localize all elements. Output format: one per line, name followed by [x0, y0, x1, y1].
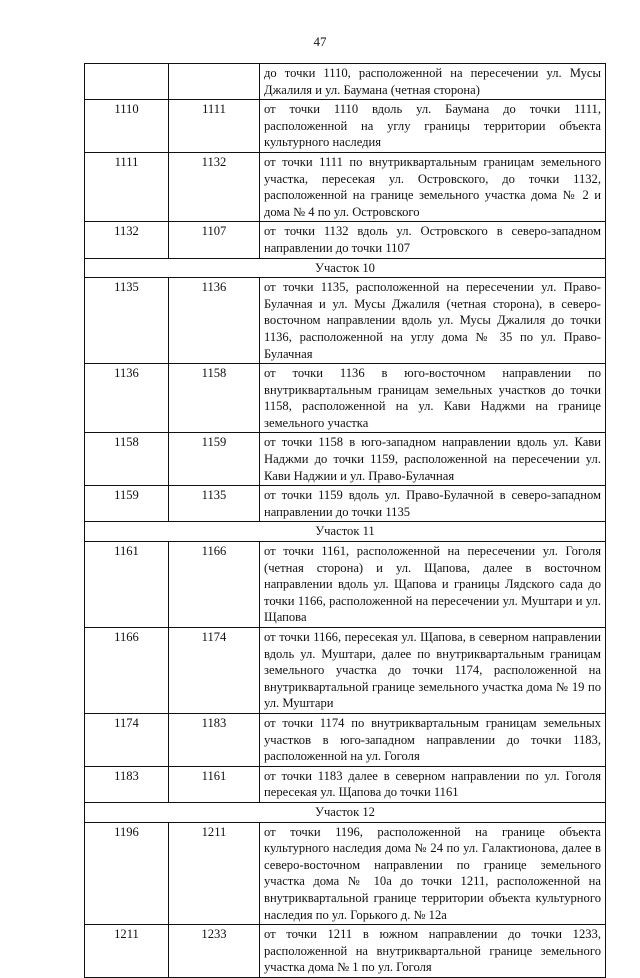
point-to-cell: 1132 [169, 152, 260, 221]
table-row [85, 486, 606, 522]
description-cell: от точки 1159 вдоль ул. Право-Булачной в северо-западном направлении до точки 1135 [260, 486, 606, 522]
table-row [85, 364, 606, 433]
description-cell: от точки 1111 по внутриквартальным границам земельного участка, пересекая ул. Островского, до точки 1132, расположенной на границе земельного участка дома № 2 и дома № 4 по ул. Островского [260, 152, 606, 221]
section-header-row [85, 522, 606, 542]
table-row [85, 222, 606, 258]
description-cell: от точки 1158 в юго-западном направлении вдоль ул. Кави Наджми до точки 1159, расположенной на пересечении ул. Кави Наджии и ул. Право-Булачная [260, 433, 606, 486]
page-number: 47 [313, 34, 327, 49]
point-to-cell: 1161 [169, 766, 260, 802]
section-title: Участок 11 [85, 522, 606, 542]
description-cell: от точки 1183 далее в северном направлении по ул. Гоголя пересекая ул. Щапова до точки 1161 [260, 766, 606, 802]
description-cell: от точки 1166, пересекая ул. Щапова, в северном направлении вдоль ул. Муштари, далее по внутриквартальным границам земельного участка до точки 1174, расположенной на внутриквартальной границе земельного участка дома № 19 по ул. Муштари [260, 628, 606, 714]
point-from-cell [85, 64, 169, 100]
point-to-cell: 1233 [169, 925, 260, 978]
point-from-cell: 1196 [85, 822, 169, 925]
point-to-cell: 1135 [169, 486, 260, 522]
description-cell: от точки 1211 в южном направлении до точки 1233, расположенной на внутриквартальной границе земельного участка дома № 1 по ул. Гоголя [260, 925, 606, 978]
description-cell: от точки 1174 по внутриквартальным границам земельных участков в юго-западном направлении до точки 1183, расположенной на ул. Гоголя [260, 713, 606, 766]
point-from-cell: 1183 [85, 766, 169, 802]
point-from-cell: 1111 [85, 152, 169, 221]
point-from-cell: 1166 [85, 628, 169, 714]
table-row [85, 64, 606, 100]
point-from-cell: 1110 [85, 100, 169, 153]
point-to-cell: 1183 [169, 713, 260, 766]
point-from-cell: 1211 [85, 925, 169, 978]
section-title: Участок 12 [85, 802, 606, 822]
point-to-cell: 1111 [169, 100, 260, 153]
table-row [85, 542, 606, 628]
description-cell: от точки 1135, расположенной на пересечении ул. Право-Булачная и ул. Мусы Джалиля (четная сторона), в северо-восточном направлении вдоль ул. Мусы Джалиля до точки 1136, расположенной на углу дома № 35 по ул. Право-Булачная [260, 278, 606, 364]
section-header-row [85, 258, 606, 278]
point-to-cell: 1158 [169, 364, 260, 433]
point-to-cell: 1107 [169, 222, 260, 258]
point-from-cell: 1135 [85, 278, 169, 364]
table-row [85, 628, 606, 714]
table-row [85, 822, 606, 925]
point-from-cell: 1158 [85, 433, 169, 486]
section-title: Участок 10 [85, 258, 606, 278]
point-to-cell: 1136 [169, 278, 260, 364]
table-row [85, 433, 606, 486]
point-to-cell: 1159 [169, 433, 260, 486]
description-cell: от точки 1136 в юго-восточном направлении по внутриквартальным границам земельных участков до точки 1158, расположенной на ул. Кави Наджми на границе земельного участка [260, 364, 606, 433]
table-row [85, 766, 606, 802]
point-from-cell: 1161 [85, 542, 169, 628]
table-row [85, 100, 606, 153]
description-cell: от точки 1132 вдоль ул. Островского в северо-западном направлении до точки 1107 [260, 222, 606, 258]
point-from-cell: 1174 [85, 713, 169, 766]
point-from-cell: 1159 [85, 486, 169, 522]
point-to-cell: 1174 [169, 628, 260, 714]
boundary-table [84, 63, 606, 978]
point-from-cell: 1136 [85, 364, 169, 433]
point-to-cell [169, 64, 260, 100]
table-row [85, 713, 606, 766]
table-row [85, 278, 606, 364]
table-row [85, 925, 606, 978]
point-to-cell: 1166 [169, 542, 260, 628]
table-row [85, 152, 606, 221]
point-from-cell: 1132 [85, 222, 169, 258]
description-cell: до точки 1110, расположенной на пересечении ул. Мусы Джалиля и ул. Баумана (четная сторона) [260, 64, 606, 100]
description-cell: от точки 1110 вдоль ул. Баумана до точки 1111, расположенной на углу границы территории объекта культурного наследия [260, 100, 606, 153]
description-cell: от точки 1161, расположенной на пересечении ул. Гоголя (четная сторона) и ул. Щапова, далее в восточном направлении вдоль ул. Щапова и границы Лядского сада до точки 1166, расположенной на пересечении ул. Муштари и ул. Щапова [260, 542, 606, 628]
point-to-cell: 1211 [169, 822, 260, 925]
section-header-row [85, 802, 606, 822]
description-cell: от точки 1196, расположенной на границе объекта культурного наследия дома № 24 по ул. Галактионова, далее в северо-восточном направлении по границе земельного участка дома № 10а до точки 1211, расположенной на внутриквартальной границе территории объекта культурного наследия по ул. Горького д. № 12а [260, 822, 606, 925]
boundary-table-body [85, 64, 606, 978]
